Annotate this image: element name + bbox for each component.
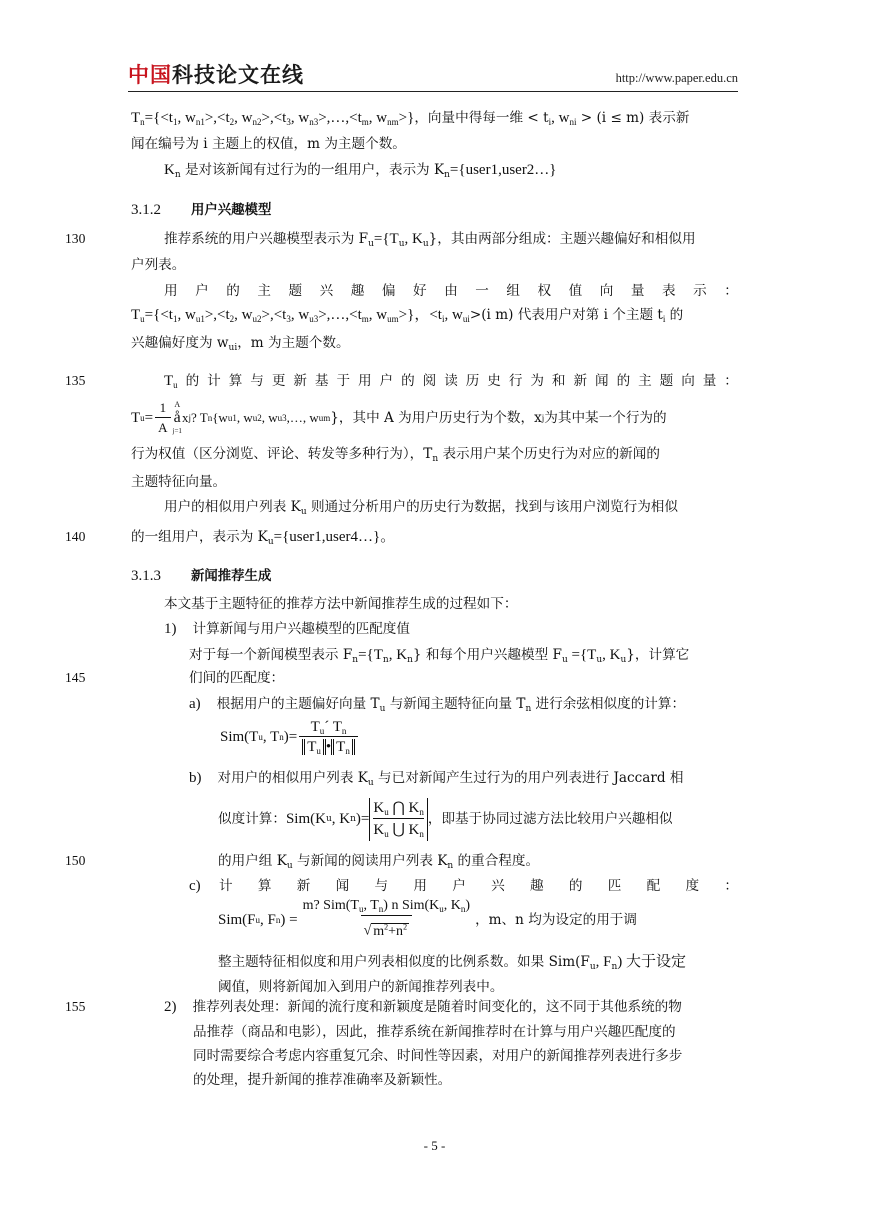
text-line: 们间的匹配度： [189,670,285,686]
spaced-char: 用 [164,283,178,299]
spaced-char: 组 [506,283,520,299]
text-line-fu: 推荐系统的用户兴趣模型表示为 $F_u=\{T_u$, $K_u$}，其由两部分组成：主题兴趣偏好和相似用 [164,231,696,249]
line-number: 140 [65,529,86,544]
line-number: 150 [65,853,86,868]
spaced-char: 计 [207,373,221,389]
line-number: 130 [65,231,86,246]
spaced-char: 户 [379,373,394,389]
spaced-char: 用 [358,373,372,389]
formula-match-degree: Sim(F u , F n ) = $\frac{m? Sim(T_u, T_n) n Sim(K_u, K_n)}{√ m^2+n^2}$ ，m、n 均为设定的用于调 [218,894,637,946]
spaced-char: 新 [296,878,311,894]
spaced-char: 好 [413,283,427,299]
text-line: 户列表。 [131,257,186,273]
spaced-char: 算 [257,878,272,894]
spaced-char: 行 [508,373,523,389]
spaced-char: 示 [693,283,707,299]
text-line-tu-vector: $T_u=\{<t_1$, $w_{u1}>,<t_2$, $w_{u2}>,<t_3$, $w_{u3}>,\dots,<t_m$, $w_{um}>$}，$<t_i$, $w_{ui}>(i$ m) 代表用户对第 i 个主题 $t_i$ 的 [131,307,684,324]
text-line: 同时需要综合考虑内容重复冗余、时间性等因素，对用户的新闻推荐列表进行多步 [193,1048,683,1064]
spaced-char: 和 [551,373,566,389]
spaced-char: 阅 [422,373,437,389]
spaced-char: $T_u$ [164,373,178,390]
spaced-char: 向 [681,373,695,389]
spaced-char: 表 [662,283,676,299]
spaced-char: 度 [685,878,700,894]
header-url: http://www.paper.edu.cn [615,71,738,85]
spaced-char: ： [724,283,738,299]
list-item-a: a) 根据用户的主题偏好向量 $T_u$ 与新闻主题特征向量 $T_n$ 进行余弦相似度的计算： [189,696,686,714]
spaced-char: 新 [573,373,588,389]
line-number: 145 [65,670,86,685]
spaced-char: 于 [336,373,351,389]
spaced-char: 权 [537,283,552,299]
spaced-char: 由 [444,283,458,299]
spaced-char: 更 [271,373,286,389]
spaced-char: ： [724,373,738,389]
line-number: 135 [65,373,86,388]
spaced-char: 量 [630,283,645,299]
spaced-char: 偏 [381,283,396,299]
text-line-wui: 兴趣偏好度为 $w_{ui}$，m 为主题个数。 [131,335,350,353]
spaced-char: 配 [646,878,661,894]
text-line: 主题特征向量。 [131,474,227,490]
spaced-char: 的 [226,283,240,299]
list-item-c: c) 计 算 新 闻 与 用 户 兴 趣 的 匹 配 度 ： [189,878,738,894]
list-item-b: b) 对用户的相似用户列表 $K_u$ 与已对新闻产生过行为的用户列表进行 Jaccard 相 [189,770,684,788]
spaced-char: 兴 [491,878,505,894]
formula-tu-update: T u = $\frac{1}{A}$ A å j=1 x j ? T n {w u1 , w u2 , w u3 ,…, w um }，其中 A 为用户历史行为个数，x j 为其中某一个行为的 [131,400,667,436]
spaced-char: 的 [401,373,415,389]
text-line-fn-fu: 对于每一个新闻模型表示 $F_n=\{T_n$, $K_n$} 和每个用户兴趣模型 $F_u =\{T_u$, $K_u$}，计算它 [189,647,690,665]
spaced-char: 用 [413,878,427,894]
spaced-char: 的 [616,373,631,389]
spaced-char: 一 [475,283,489,299]
spaced-char: 闻 [335,878,350,894]
spaced-char: 趣 [530,878,544,894]
spaced-char: 算 [228,373,243,389]
spaced-char: 匹 [607,878,622,894]
spaced-char: 历 [465,373,480,389]
section-heading-3-1-3: 3.1.3 新闻推荐生成 [131,568,272,584]
text-line-ku-kn: 的用户组 $K_u$ 与新闻的阅读用户列表 $K_n$ 的重合程度。 [218,853,540,871]
header-rule [128,91,738,92]
spaced-char: 户 [195,283,209,299]
spaced-char: 读 [444,373,458,389]
spaced-char: 题 [659,373,674,389]
spaced-char: 计 [219,878,233,894]
spaced-char: 兴 [319,283,334,299]
text-line-sim-threshold: 整主题特征相似度和用户列表相似度的比例系数。如果 $Sim(F_u$, $F_n$) 大于设定 [218,954,687,972]
spaced-char: 为 [530,373,544,389]
spaced-char: 的 [568,878,583,894]
text-line: 阈值，则将新闻加入到用户的新闻推荐列表中。 [218,979,504,995]
spaced-char: 与 [250,373,264,389]
text-line: 品推荐（商品和电影），因此，推荐系统在新闻推荐时在计算与用户兴趣匹配度的 [193,1024,676,1040]
text-line: 的处理，提升新闻的推荐准确率及新颖性。 [193,1072,452,1088]
list-item-1: 1) 计算新闻与用户兴趣模型的匹配度值 [164,621,410,637]
spaced-char: 史 [487,373,501,389]
spaced-char: 趣 [350,283,365,299]
section-heading-3-1-2: 3.1.2 用户兴趣模型 [131,202,272,218]
spaced-char: 户 [452,878,466,894]
formula-cosine-sim: Sim(T u , T n )= $\frac{T_u´ T_n}{T_u • T_n}$ [220,712,360,762]
text-line-tn-vector: $T_n=\{<t_1$, $w_{n1}>,<t_2$, $w_{n2}>,<t_3$, $w_{n3}>,\dots,<t_m$, $w_{nm}>$}，向量中得每一维 < $t_i$, $w_{ni} > (i \le m)$ 表示新 [131,110,690,127]
text-line-ku-set: 的一组用户，表示为 $K_u=\{user1,user4\dots\}$。 [131,529,396,547]
spaced-char: 量 [702,373,717,389]
spaced-char: 题 [288,283,303,299]
text-line-ku: 用户的相似用户列表 $K_u$ 则通过分析用户的历史行为数据，找到与该用户浏览行为相似 [164,499,678,517]
text-line-kn: $K_n$ 是对该新闻有过行为的一组用户，表示为 $K_n=\{user1,user2\dots\}$ [164,162,557,180]
page-number: - 5 - [423,1138,446,1153]
spaced-char: 闻 [595,373,609,389]
spaced-char: ： [724,878,738,894]
text-line: 闻在编号为 i 主题上的权值，m 为主题个数。 [131,136,406,152]
text-line-spaced [164,281,738,301]
formula-jaccard-line: 似度计算： Sim(K u , K n )= $\frac{K_u ⋂ K_n}{K_u ⋃ K_n}$ ，即基于协同过滤方法比较用户兴趣相似 [218,799,673,839]
spaced-char: 主 [257,283,271,299]
text-line-spaced [164,371,738,391]
spaced-char: 与 [374,878,389,894]
text-line-tn: 行为权值（区分浏览、评论、转发等多种行为），$T_n$ 表示用户某个历史行为对应的新闻的 [131,446,660,464]
spaced-char: 值 [568,283,583,299]
list-item-2: 2) 推荐列表处理：新闻的流行度和新颖度是随着时间变化的，这不同于其他系统的物 [164,999,682,1015]
spaced-char: 基 [314,373,329,389]
spaced-char: 主 [638,373,652,389]
logo-black-text: 科技论文在线 [172,63,304,87]
line-number: 155 [65,999,86,1014]
logo-red-text: 中国 [128,63,172,87]
spaced-char: 新 [293,373,307,389]
text-line: 本文基于主题特征的推荐方法中新闻推荐生成的过程如下： [164,596,518,612]
spaced-char: 的 [185,373,200,389]
spaced-char: 向 [599,283,614,299]
site-logo [128,62,304,88]
